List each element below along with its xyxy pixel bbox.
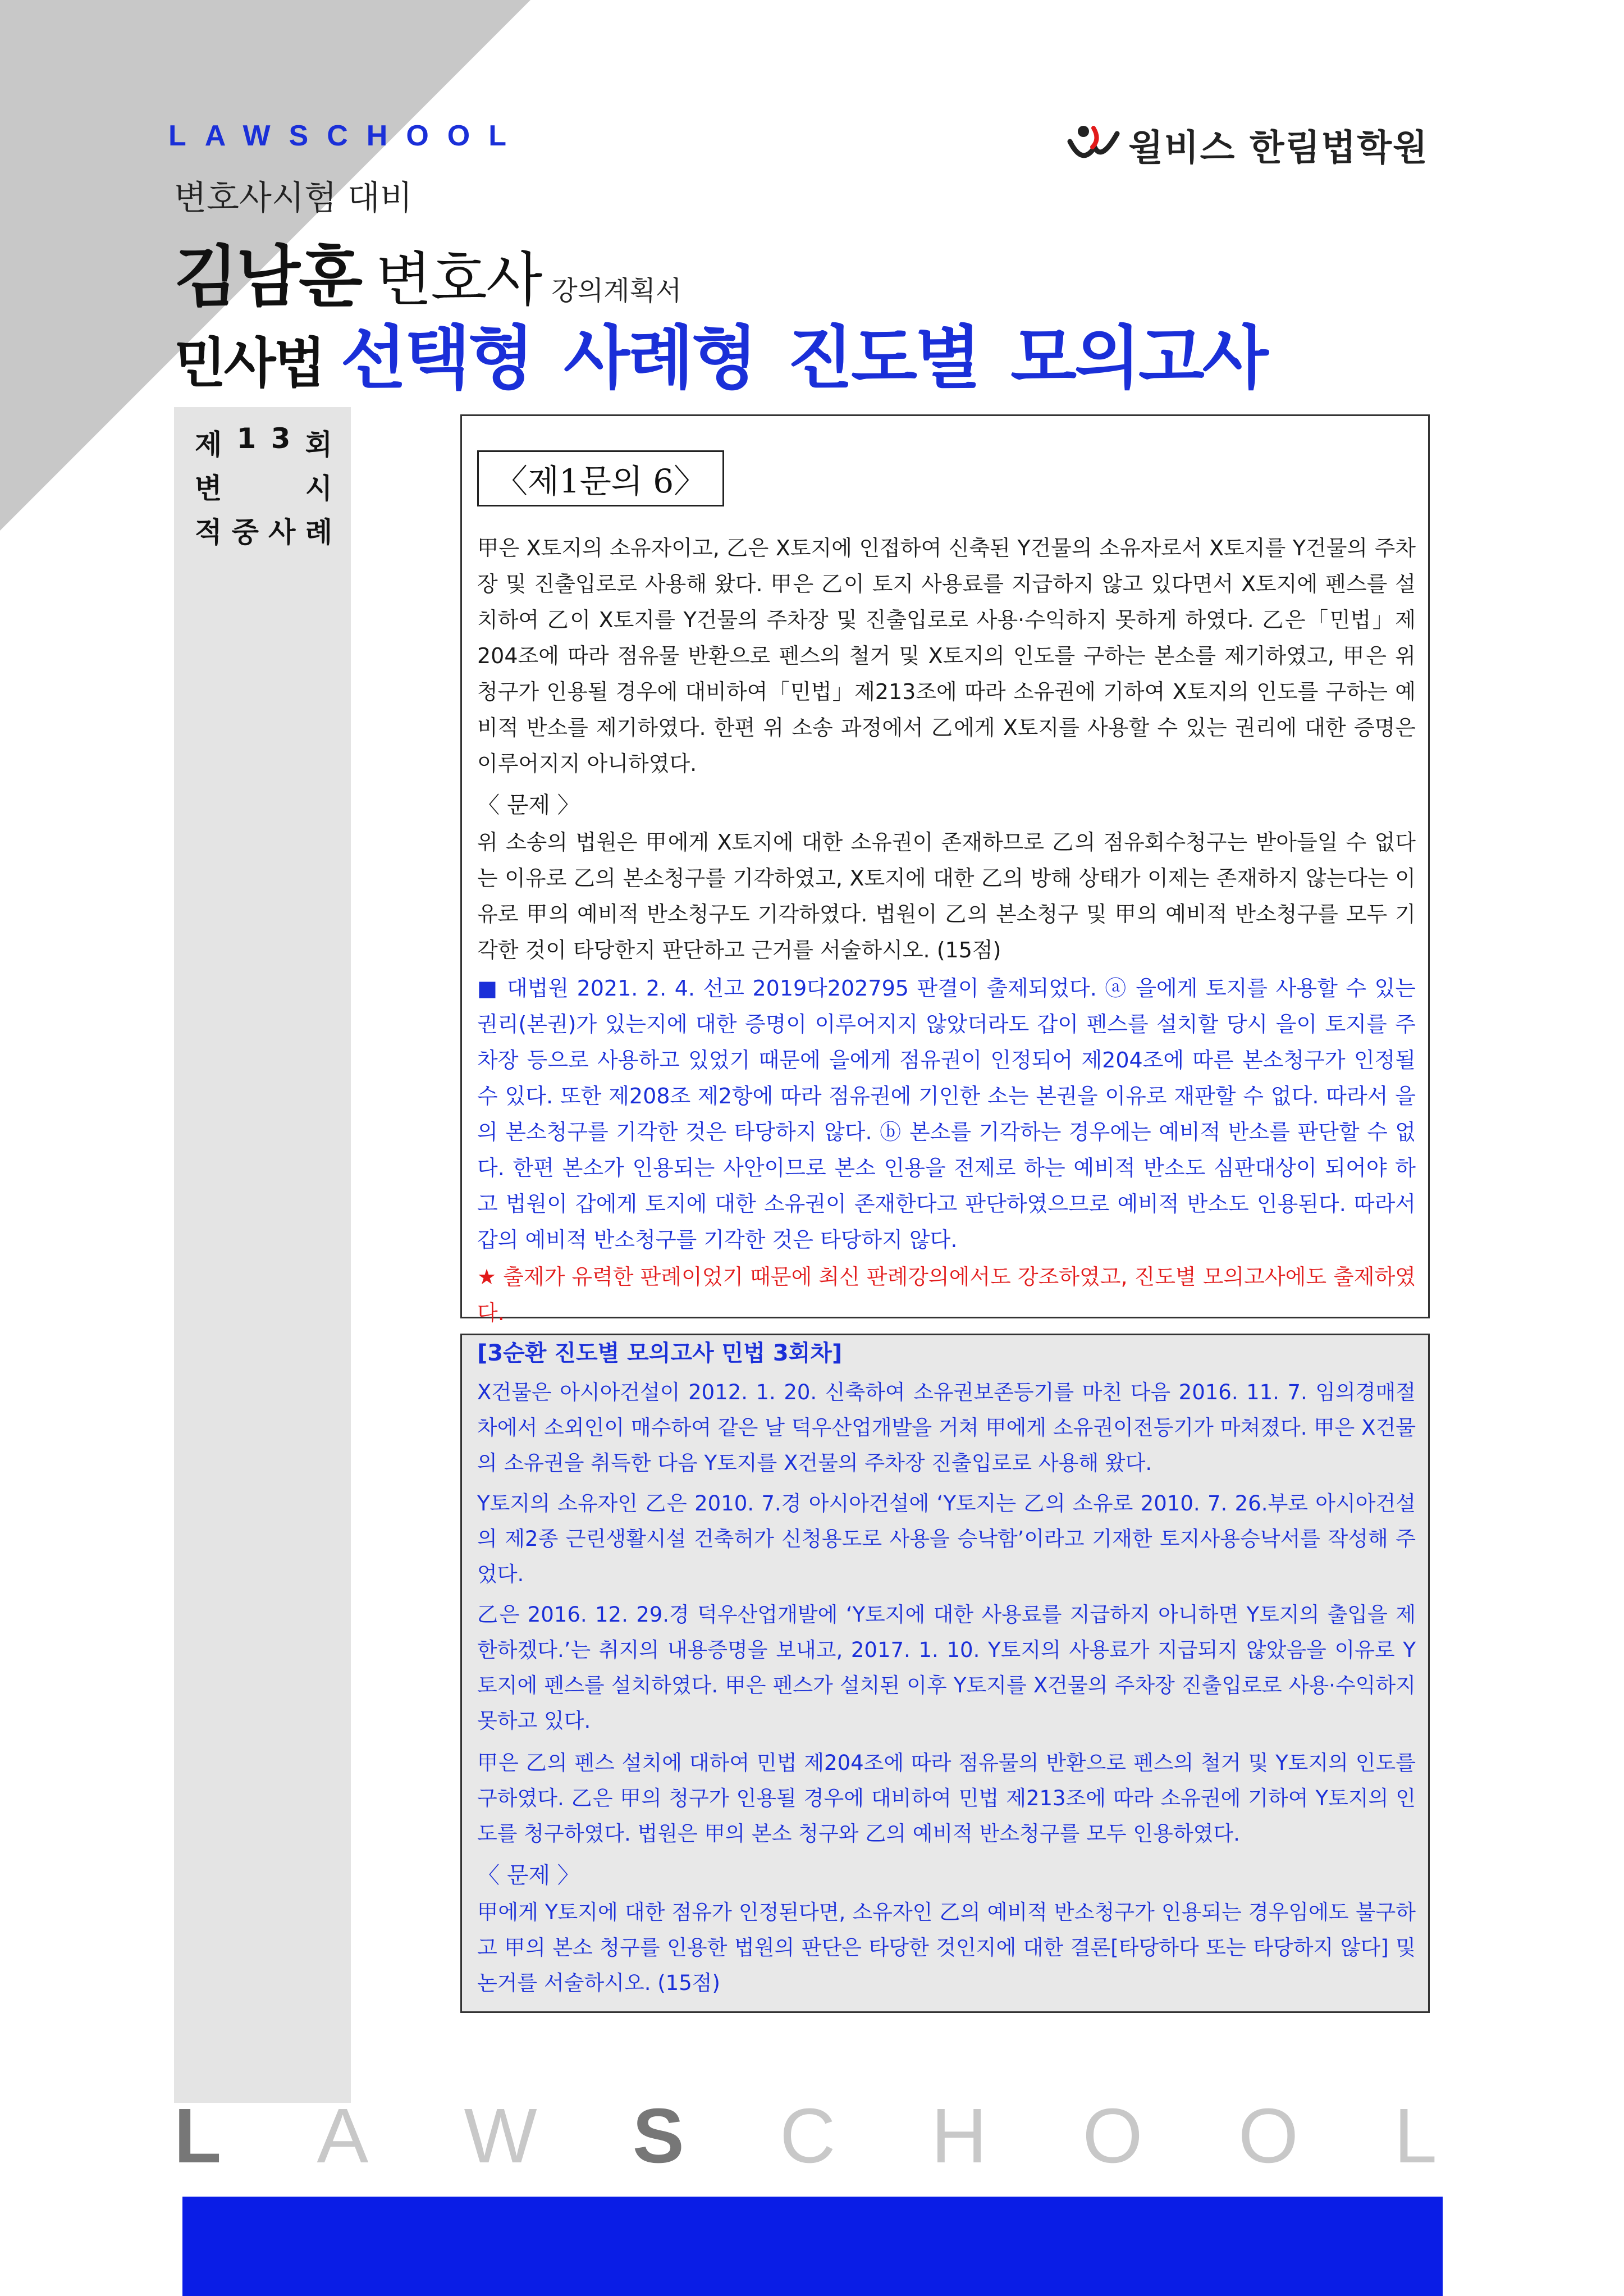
brand-lawschool-top: LAWSCHOOL (168, 120, 525, 152)
footer-letter: C (779, 2093, 836, 2179)
sidebar-char: 중 (231, 516, 259, 549)
question-facts: 甲은 X토지의 소유자이고, 乙은 X토지에 인접하여 신축된 Y건물의 소유자로서 X토지를 Y건물의 주차장 및 진출입로로 사용해 왔다. 甲은 乙이 토지 사용료를 지급하지 않고 있다면서 X토지에 펜스를 설치하여 乙이 X토지를 Y건물의 주차장 및 진출입로로 사용·수익하지 못하게 하였다. 乙은「민법」제204조에 따라 점유물 반환으로 펜스의 철거 및 X토지의 인도를 구하는 본소를 제기하였고, 甲은 위 청구가 인용될 경우에 대비하여「민법」제213조에 따라 소유권에 기하여 X토지의 인도를 구하는 예비적 반소를 제기하였다. 한편 위 소송 과정에서 乙에게 X토지를 사용할 수 있는 권리에 대한 증명은 이루어지지 아니하였다. (477, 536, 1416, 776)
mock-exam-para-4: 甲은 乙의 펜스 설치에 대하여 민법 제204조에 따라 점유물의 반환으로 펜스의 철거 및 Y토지의 인도를 구하였다. 乙은 甲의 청구가 인용될 경우에 대비하여 민법 제213조에 따라 소유권에 기하여 Y토지의 인도를 청구하였다. 법원은 甲의 본소 청구와 乙의 예비적 반소청구를 모두 인용하였다. (477, 1751, 1416, 1846)
instructor-title: 변호사 (375, 245, 542, 314)
sidebar-line-hit (195, 510, 332, 550)
instructor-name: 김남훈 (174, 238, 361, 316)
sidebar-char: 시 (305, 472, 332, 505)
sidebar-line-exam (195, 466, 332, 506)
course-title: 선택형 사례형 진도별 모의고사 (340, 318, 1266, 398)
sidebar-char: 제 (195, 428, 222, 461)
sidebar-char: 1 (236, 422, 257, 455)
logo-text: 윌비스 한림법학원 (1128, 127, 1429, 169)
sidebar-char: 례 (305, 516, 332, 549)
footer-letter: S (632, 2093, 684, 2179)
mock-question-heading: 〈 문제 〉 (477, 1863, 580, 1888)
footer-letter: L (1394, 2093, 1437, 2179)
question-heading: 〈 문제 〉 (477, 792, 580, 818)
footer-letter: L (174, 2093, 222, 2179)
sidebar-char: 회 (305, 428, 332, 461)
question-text: 위 소송의 법원은 甲에게 X토지에 대한 소유권이 존재하므로 乙의 점유회수청구는 받아들일 수 없다는 이유로 乙의 본소청구를 기각하였고, X토지에 대한 乙의 방해 상태가 이제는 존재하지 않는다는 이유로 甲의 예비적 반소청구도 기각하였다. 법원이 乙의 본소청구 및 甲의 예비적 반소청구를 모두 기각한 것이 타당한지 판단하고 근거를 서술하시오. (15점) (477, 830, 1416, 962)
sidebar-char: 적 (195, 516, 222, 549)
willbes-logo (1067, 119, 1429, 171)
footer-letter: O (1082, 2093, 1143, 2179)
sidebar-line-round (195, 422, 332, 463)
footer-letter: H (931, 2093, 987, 2179)
subject-label: 민사법 (174, 332, 324, 395)
footer-letter: O (1238, 2093, 1299, 2179)
sidebar-char: 사 (268, 516, 296, 549)
answer-commentary: ■ 대법원 2021. 2. 4. 선고 2019다202795 판결이 출제되었다. ⓐ 을에게 토지를 사용할 수 있는 권리(본권)가 있는지에 대한 증명이 이루어지지 않았더라도 갑이 펜스를 설치할 당시 을이 토지를 주차장 등으로 사용하고 있었기 때문에 을에게 점유권이 인정되어 제204조에 따른 본소청구가 인정될 수 있다. 또한 제208조 제2항에 따라 점유권에 기인한 소는 본권을 이유로 재판할 수 없다. 따라서 을의 본소청구를 기각한 것은 타당하지 않다. ⓑ 본소를 기각하는 경우에는 예비적 반소를 판단할 수 없다. 한편 본소가 인용되는 사안이므로 본소 인용을 전제로 하는 예비적 반소도 심판대상이 되어야 하고 법원이 갑에게 토지에 대한 소유권이 존재한다고 판단하였으므로 예비적 반소도 인용된다. 따라서 갑의 예비적 반소청구를 기각한 것은 타당하지 않다. (477, 976, 1416, 1252)
willbes-logo-icon (1067, 122, 1120, 167)
footer-letter: A (317, 2093, 369, 2179)
mock-question-text: 甲에게 Y토지에 대한 점유가 인정된다면, 소유자인 乙의 예비적 반소청구가 인용되는 경우임에도 불구하고 甲의 본소 청구를 인용한 법원의 판단은 타당한 것인지에 대한 결론[타당하다 또는 타당하지 않다] 및 논거를 서술하시오. (15점) (477, 1900, 1416, 1995)
pre-title: 변호사시험 대비 (174, 179, 413, 218)
note-text: ★ 출제가 유력한 판례이었기 때문에 최신 판례강의에서도 강조하였고, 진도별 모의고사에도 출제하였다. (477, 1265, 1416, 1325)
mock-exam-para-3: 乙은 2016. 12. 29.경 덕우산업개발에 ‘Y토지에 대한 사용료를 지급하지 아니하면 Y토지의 출입을 제한하겠다.’는 취지의 내용증명을 보내고, 2017. 1. 10. Y토지의 사용료가 지급되지 않았음을 이유로 Y토지에 펜스를 설치하였다. 甲은 펜스가 설치된 이후 Y토지를 X건물의 주차장 진출입로로 사용·수익하지 못하고 있다. (477, 1603, 1416, 1733)
footer-letter: W (464, 2093, 537, 2179)
mock-exam-para-1: X건물은 아시아건설이 2012. 1. 20. 신축하여 소유권보존등기를 마친 다음 2016. 11. 7. 임의경매절차에서 소외인이 매수하여 같은 날 덕우산업개발을 거쳐 甲에게 소유권이전등기가 마쳐졌다. 甲은 X건물의 소유권을 취득한 다음 Y토지를 X건물의 주차장 진출입로로 사용해 왔다. (477, 1380, 1416, 1475)
course-title-line (174, 303, 1266, 401)
sidebar-panel (174, 407, 351, 2103)
sidebar-char: 변 (195, 472, 222, 505)
question-label: 〈제1문의 6〉 (477, 450, 724, 506)
footer-lawschool (174, 2092, 1437, 2181)
mock-exam-para-2: Y토지의 소유자인 乙은 2010. 7.경 아시아건설에 ‘Y토지는 乙의 소유로 2010. 7. 26.부로 아시아건설의 제2종 근린생활시설 건축허가 신청용도로 사용을 승낙함’이라고 기재한 토지사용승낙서를 작성해 주었다. (477, 1491, 1416, 1586)
bottom-blue-bar (182, 2197, 1443, 2296)
mock-exam-heading: [3순환 진도별 모의고사 민법 3회차] (477, 1340, 843, 1366)
sidebar-char: 3 (271, 422, 291, 455)
doc-type: 강의계획서 (551, 275, 682, 307)
